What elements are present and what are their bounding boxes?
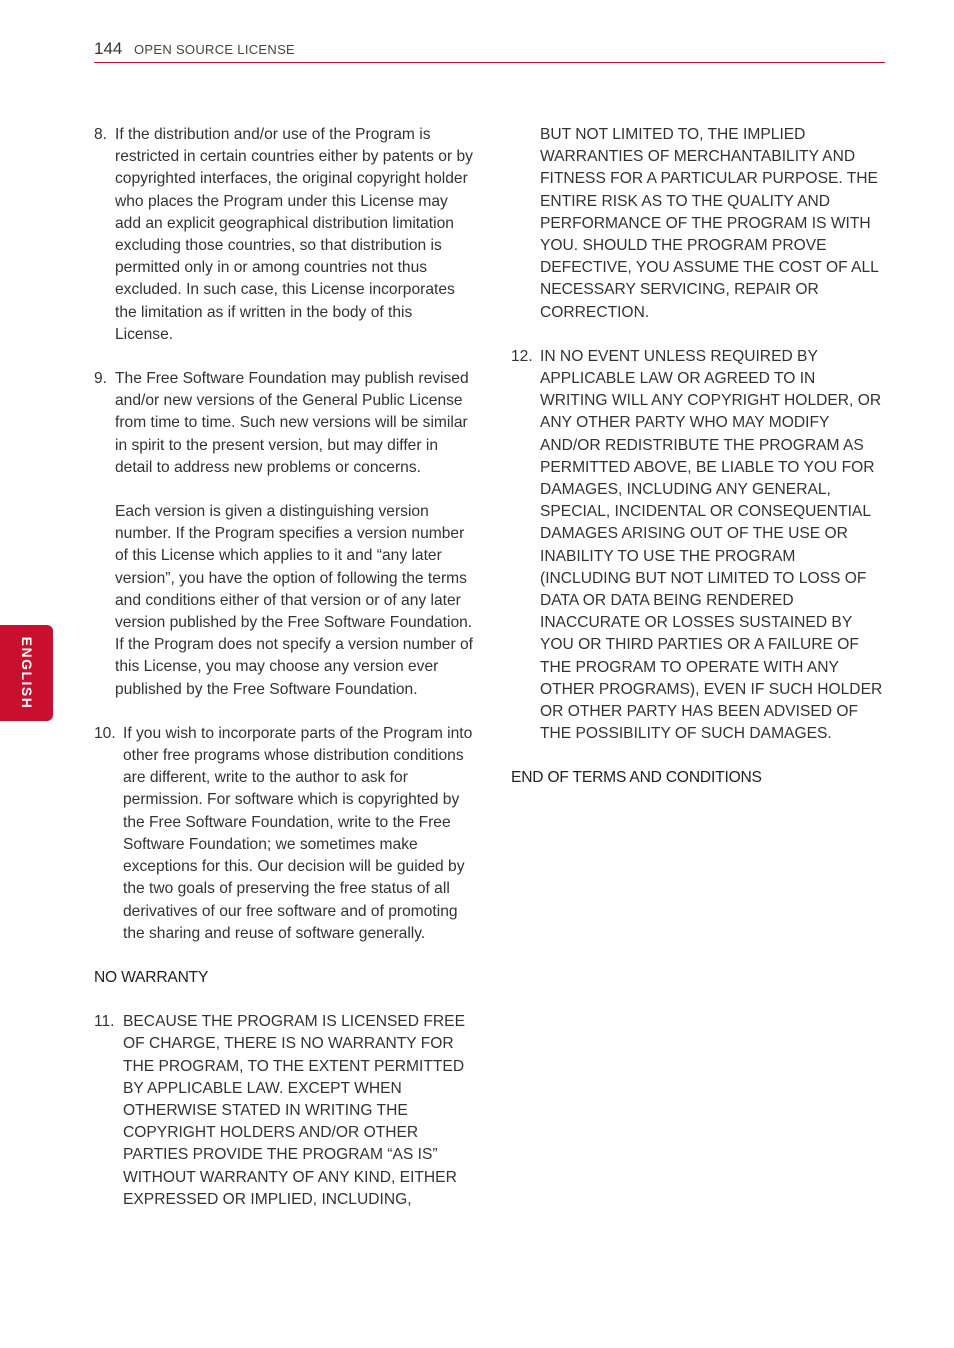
page-number: 144 — [94, 39, 123, 58]
item-text: The Free Software Foundation may publish revised and/or new versions of the General Public License from time to time. Such new versions will be similar in spirit to the present version, but may differ in detail to address new problems or concerns. — [115, 370, 469, 476]
item-number: 10. — [94, 724, 116, 742]
license-item-9-continuation: Each version is given a distinguishing version number. If the Program specifies a version number of this License which applies to it and “any later version”, you have the option of following the terms and conditions either of that version or of any later version published by the Free Software Foundation. If the Program does not specify a version number of this License, you may choose any version ever published by the Free Software Foundation. — [115, 503, 473, 698]
license-item-12 — [511, 346, 886, 746]
item-text: If the distribution and/or use of the Program is restricted in certain countries either by patents or by copyrighted interfaces, the original copyright holder who places the Program under this License may add an explicit geographical distribution limitation excluding those countries, so that distribution is permitted only in or among countries not thus excluded. In such case, this License incorporates the limitation as if written in the body of this License. — [115, 126, 473, 343]
item-number: 11. — [94, 1013, 115, 1031]
license-item-11 — [94, 1011, 474, 1211]
page-header — [94, 38, 885, 63]
language-tab — [0, 625, 53, 721]
language-tab-label: ENGLISH — [18, 636, 35, 710]
item-text: IN NO EVENT UNLESS REQUIRED BY APPLICABLE LAW OR AGREED TO IN WRITING WILL ANY COPYRIGHT HOLDER, OR ANY OTHER PARTY WHO MAY MODIFY AND/OR REDISTRIBUTE THE PROGRAM AS PERMITTED ABOVE, BE LIABLE TO YOU FOR DAMAGES, INCLUDING ANY GENERAL, SPECIAL, INCIDENTAL OR CONSEQUENTIAL DAMAGES ARISING OUT OF THE USE OR INABILITY TO USE THE PROGRAM (INCLUDING BUT NOT LIMITED TO LOSS OF DATA OR DATA BEING RENDERED INACCURATE OR LOSSES SUSTAINED BY YOU OR THIRD PARTIES OR A FAILURE OF THE PROGRAM TO OPERATE WITH ANY OTHER PROGRAMS), EVEN IF SUCH HOLDER OR OTHER PARTY HAS BEEN ADVISED OF THE POSSIBILITY OF SUCH DAMAGES. — [540, 347, 883, 743]
item-text: BECAUSE THE PROGRAM IS LICENSED FREE OF CHARGE, THERE IS NO WARRANTY FOR THE PROGRAM, TO THE EXTENT PERMITTED BY APPLICABLE LAW. EXCEPT WHEN OTHERWISE STATED IN WRITING THE COPYRIGHT HOLDERS AND/OR OTHER PARTIES PROVIDE THE PROGRAM “AS IS” WITHOUT WARRANTY OF ANY KIND, EITHER EXPRESSED OR IMPLIED, INCLUDING, — [123, 1013, 465, 1208]
no-warranty-heading: NO WARRANTY — [94, 968, 209, 986]
left-column — [94, 124, 474, 1233]
right-column — [511, 124, 886, 812]
license-item-10 — [94, 723, 474, 945]
license-item-9 — [94, 368, 474, 479]
end-of-terms-heading: END OF TERMS AND CONDITIONS — [511, 769, 762, 787]
license-item-8 — [94, 124, 474, 346]
section-title: OPEN SOURCE LICENSE — [134, 42, 296, 57]
item-number: 9. — [94, 370, 108, 388]
item-text: If you wish to incorporate parts of the Program into other free programs whose distribution conditions are different, write to the author to ask for permission. For software which is copyrighted by the Free Software Foundation, write to the Free Software Foundation; we sometimes make exceptions for this. Our decision will be guided by the two goals of preserving the free status of all derivatives of our free software and of promoting the sharing and reuse of software generally. — [123, 724, 473, 942]
license-item-11-continuation: BUT NOT LIMITED TO, THE IMPLIED WARRANTIES OF MERCHANTABILITY AND FITNESS FOR A PARTICULAR PURPOSE. THE ENTIRE RISK AS TO THE QUALITY AND PERFORMANCE OF THE PROGRAM IS WITH YOU. SHOULD THE PROGRAM PROVE DEFECTIVE, YOU ASSUME THE COST OF ALL NECESSARY SERVICING, REPAIR OR CORRECTION. — [540, 126, 879, 321]
item-number: 8. — [94, 126, 108, 143]
item-number: 12. — [511, 347, 533, 365]
